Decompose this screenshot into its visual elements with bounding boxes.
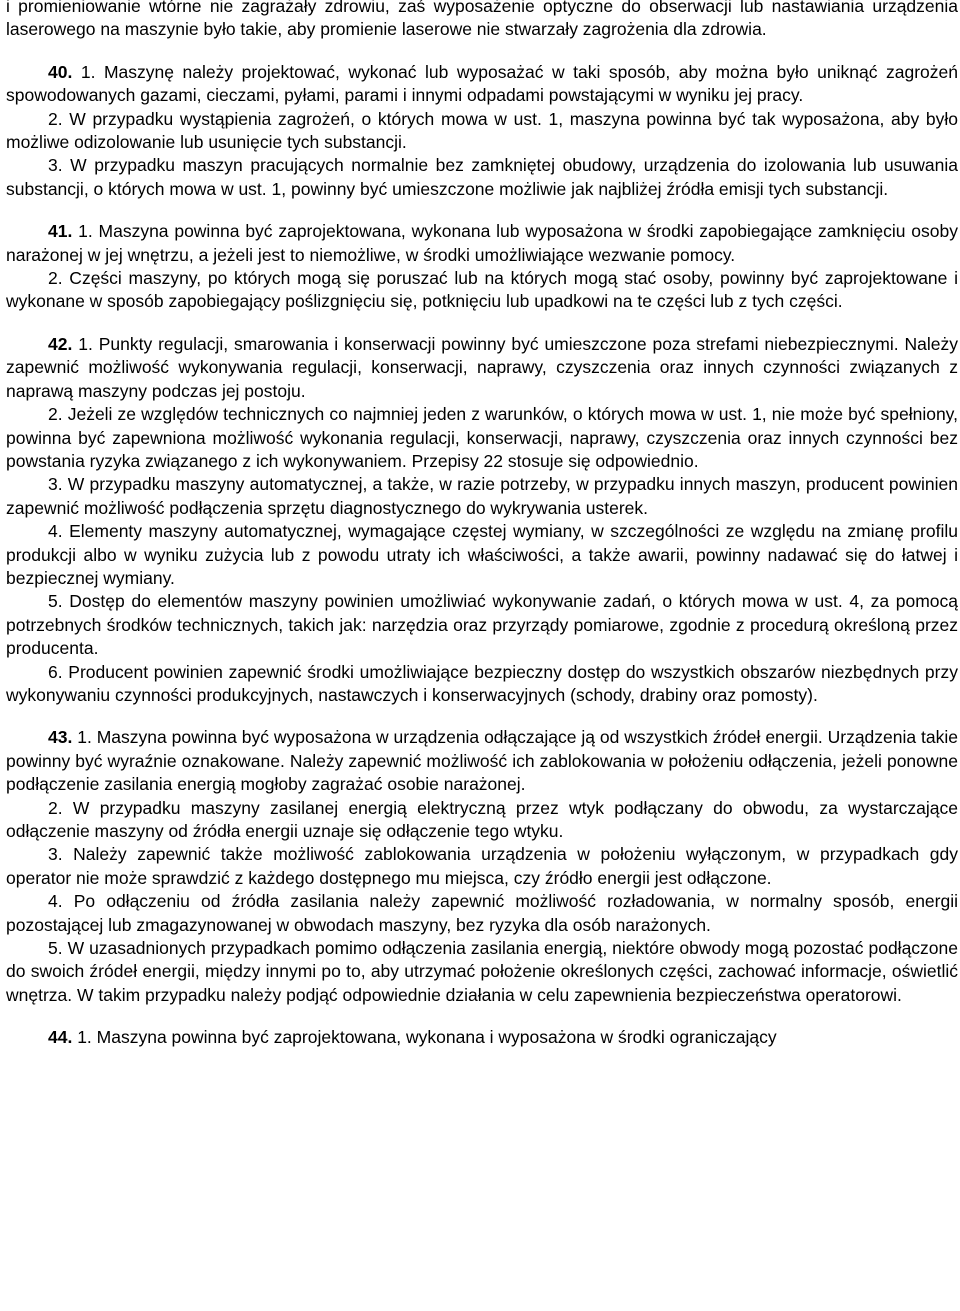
- paragraph-text: 3. Należy zapewnić także możliwość zablokowania urządzenia w położeniu wyłączonym, w przypadkach gdy operator nie może sprawdzić z każdego dostępnego mu miejsca, czy źródło energii jest odłączone.: [6, 844, 958, 888]
- paragraph-text: 6. Producent powinien zapewnić środki umożliwiające bezpieczny dostęp do wszystkich obszarów niezbędnych przy wykonywaniu czynności produkcyjnych, nastawczych i konserwacyjnych (schody, drabiny oraz pomosty).: [6, 661, 958, 705]
- section-44-paragraph-1: [6, 1026, 958, 1049]
- paragraph-gap: [6, 42, 958, 61]
- paragraph-text: 2. W przypadku maszyny zasilanej energią elektryczną przez wtyk podłączany do obwodu, za wystarczające odłączenie maszyny od źródła energii uznaje się odłączenie tego wtyku.: [6, 797, 958, 841]
- paragraph-gap: [6, 314, 958, 333]
- section-40-paragraph-3: [6, 154, 958, 201]
- section-41-paragraph-2: [6, 267, 958, 314]
- paragraph-text: 3. W przypadku maszyn pracujących normalnie bez zamkniętej obudowy, urządzenia do izolowania lub usuwania substancji, o których mowa w ust. 1, powinny być umieszczone możliwie jak najbliżej źródła emisji tych substancji.: [6, 155, 958, 199]
- section-42-paragraph-2: [6, 403, 958, 473]
- section-43-paragraph-5: [6, 937, 958, 1007]
- section-40-paragraph-2: [6, 108, 958, 155]
- section-43-paragraph-2: [6, 797, 958, 844]
- section-43-paragraph-3: [6, 843, 958, 890]
- paragraph-text: 4. Po odłączeniu od źródła zasilania należy zapewnić możliwość rozładowania, w normalny sposób, energii pozostającej lub zmagazynowanej w obwodach maszyny, bez ryzyka dla osób narażonych.: [6, 891, 958, 935]
- section-42-paragraph-6: [6, 661, 958, 708]
- paragraph-text: 3. W przypadku maszyny automatycznej, a także, w razie potrzeby, w przypadku innych maszyn, producent powinien zapewnić możliwość podłączenia sprzętu diagnostycznego do wykrywania usterek.: [6, 474, 958, 518]
- section-42-paragraph-5: [6, 590, 958, 660]
- paragraph-text: 1. Maszyna powinna być zaprojektowana, wykonana i wyposażona w środki ograniczający: [77, 1027, 777, 1048]
- paragraph-text: 1. Punkty regulacji, smarowania i konserwacji powinny być umieszczone poza strefami niebezpiecznymi. Należy zapewnić możliwość wykonywania regulacji, konserwacji, naprawy, czyszczenia oraz innych czynności związanych z naprawą maszyny podczas jej postoju.: [6, 333, 958, 401]
- paragraph-gap: [6, 201, 958, 220]
- paragraph-text: 2. Jeżeli ze względów technicznych co najmniej jeden z warunków, o których mowa w ust. 1, nie może być spełniony, powinna być zapewniona możliwość wykonania regulacji, konserwacji, naprawy, czyszczenia oraz innych czynności bez powstania ryzyka związanego z ich wykonywaniem. Przepisy 22 stosuje się odpowiednio.: [6, 404, 958, 471]
- paragraph-text: i promieniowanie wtórne nie zagrażały zdrowiu, zaś wyposażenie optyczne do obserwacji lub nastawiania urządzenia laserowego na maszynie było takie, aby promienie laserowe nie stwarzały zagrożenia dla zdrowia.: [6, 0, 958, 40]
- paragraph-text: 1. Maszyna powinna być wyposażona w urządzenia odłączające ją od wszystkich źródeł energii. Urządzenia takie powinny być wyraźnie oznakowane. Należy zapewnić możliwość ich zablokowania w położeniu odłączenia, jeżeli ponowne podłączenie zasilania energią mogłoby zagrażać osobie narażonej.: [6, 727, 958, 795]
- paragraph: [6, 0, 958, 42]
- section-number: 40.: [48, 61, 73, 82]
- paragraph-text: 2. W przypadku wystąpienia zagrożeń, o których mowa w ust. 1, maszyna powinna być tak wyposażona, aby było możliwe odizolowanie lub usunięcie tych substancji.: [6, 108, 958, 153]
- paragraph-gap: [6, 1007, 958, 1026]
- section-number: 44.: [48, 1027, 73, 1048]
- section-number: 42.: [48, 333, 73, 354]
- section-40-paragraph-1: [6, 61, 958, 108]
- section-43-paragraph-4: [6, 890, 958, 937]
- section-42-paragraph-3: [6, 473, 958, 520]
- paragraph-gap: [6, 707, 958, 726]
- paragraph-text: 1. Maszynę należy projektować, wykonać lub wyposażać w taki sposób, aby można było uniknąć zagrożeń spowodowanych gazami, cieczami, pyłami, parami i innymi odpadami powstającymi w wyniku jej pracy.: [6, 61, 958, 106]
- section-43-paragraph-1: [6, 726, 958, 796]
- section-42-paragraph-4: [6, 520, 958, 590]
- paragraph-text: 5. W uzasadnionych przypadkach pomimo odłączenia zasilania energią, niektóre obwody mogą pozostać podłączone do swoich źródeł energii, między innymi po to, aby utrzymać położenie określonych części, zachować informacje, oświetlić wnętrza. W takim przypadku należy podjąć odpowiednie działania w celu zapewnienia bezpieczeństwa operatorowi.: [6, 938, 958, 1005]
- paragraph-text: 4. Elementy maszyny automatycznej, wymagające częstej wymiany, w szczególności ze względu na zmianę profilu produkcji albo w wyniku zużycia lub z powodu utraty ich właściwości, a także awarii, powinny nadawać się do łatwej i bezpiecznej wymiany.: [6, 521, 958, 588]
- paragraph-text: 1. Maszyna powinna być zaprojektowana, wykonana lub wyposażona w środki zapobiegające zamknięciu osoby narażonej w jej wnętrzu, a jeżeli jest to niemożliwe, w środki umożliwiające wezwanie pomocy.: [6, 221, 958, 265]
- paragraph-text: 5. Dostęp do elementów maszyny powinien umożliwiać wykonywanie zadań, o których mowa w ust. 4, za pomocą potrzebnych środków technicznych, takich jak: narzędzia oraz przyrządy pomiarowe, zgodnie z procedurą określoną przez producenta.: [6, 591, 958, 659]
- paragraph-text: 2. Części maszyny, po których mogą się poruszać lub na których mogą stać osoby, powinny być zaprojektowane i wykonane w sposób zapobiegający poślizgnięciu się, potknięciu lub upadkowi na te części lub z tych części.: [6, 268, 958, 312]
- section-41-paragraph-1: [6, 220, 958, 267]
- section-number: 43.: [48, 727, 73, 748]
- section-number: 41.: [48, 221, 73, 242]
- section-42-paragraph-1: [6, 333, 958, 403]
